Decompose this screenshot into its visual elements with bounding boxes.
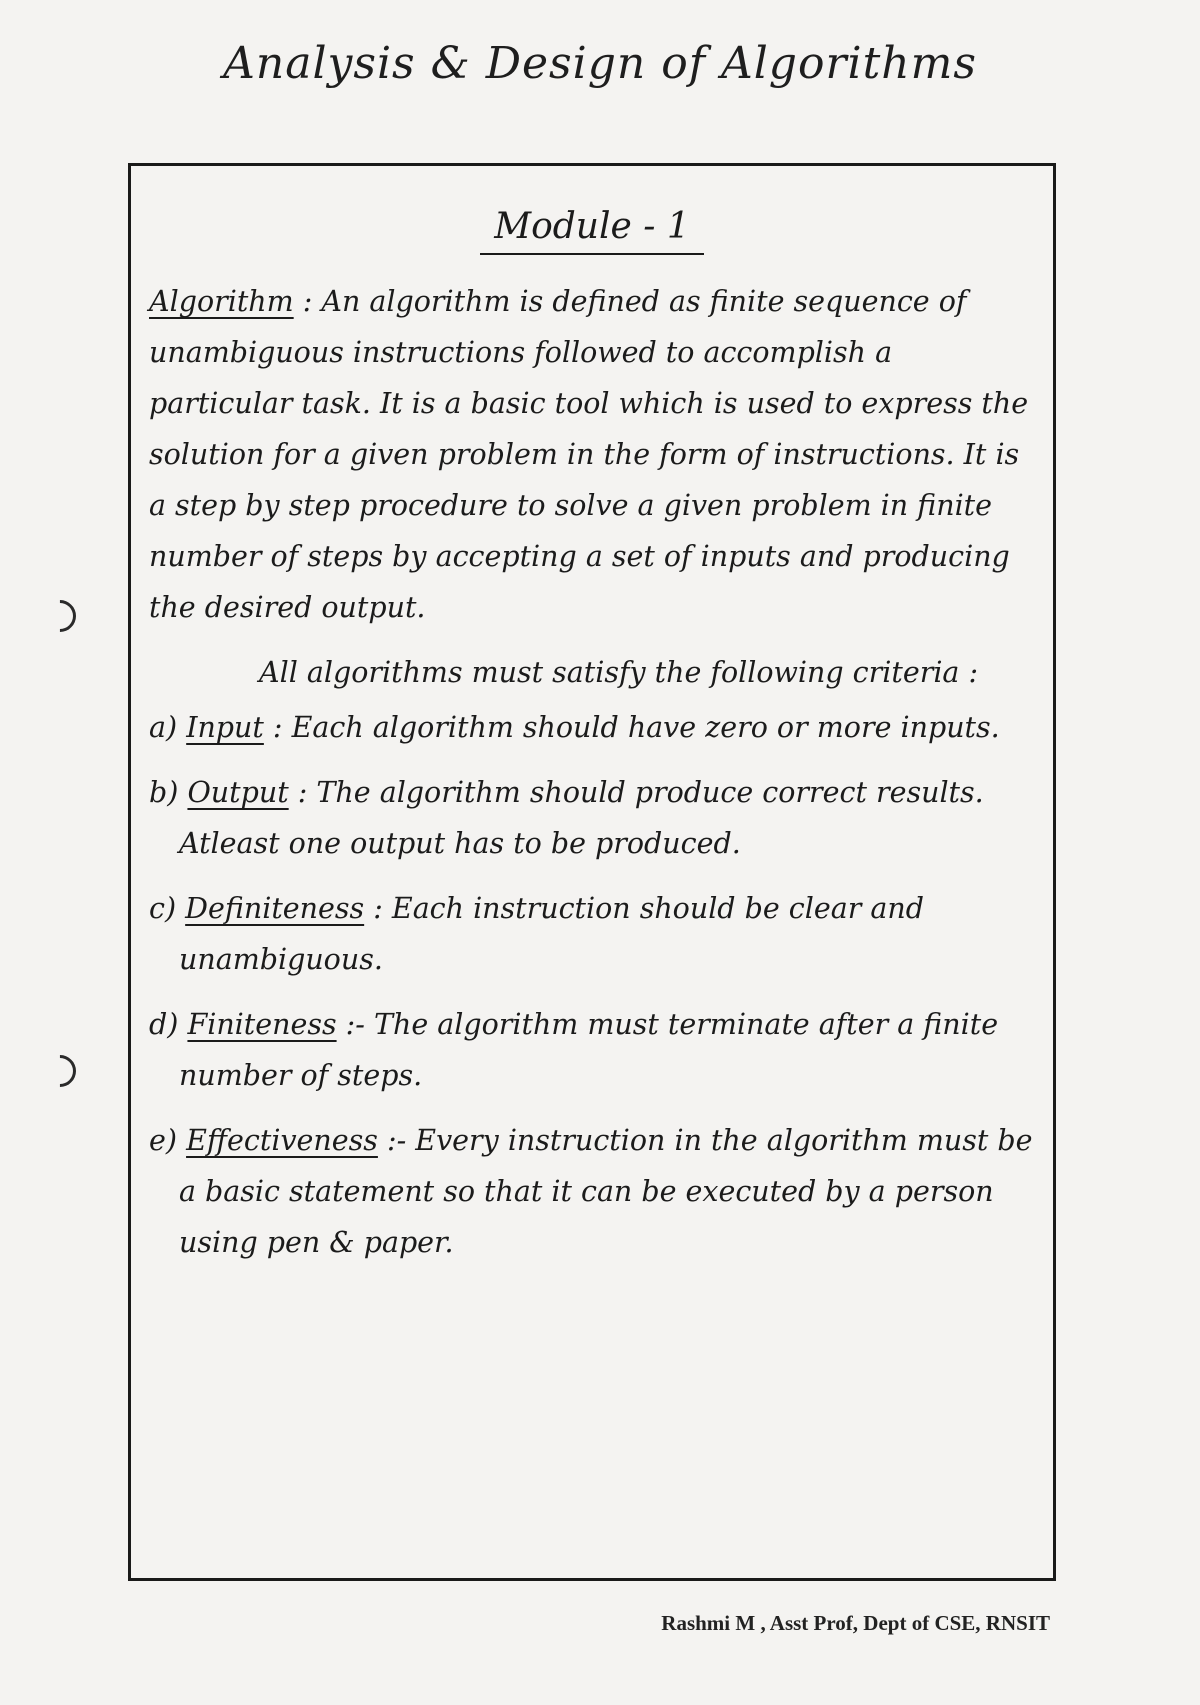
- page-title: Analysis & Design of Algorithms: [223, 38, 977, 89]
- definition-separator: :: [293, 285, 322, 318]
- notes-frame: [128, 163, 1056, 1581]
- criterion-separator: :: [263, 711, 292, 744]
- criterion-effectiveness: [149, 1115, 1039, 1268]
- criterion-label: d): [149, 1008, 179, 1041]
- algorithm-definition: [149, 276, 1039, 633]
- criterion-separator: :: [364, 892, 392, 925]
- criterion-label: a): [149, 711, 178, 744]
- criterion-output: [149, 767, 1039, 869]
- definition-term: Algorithm: [149, 285, 294, 318]
- module-heading: [131, 206, 1053, 255]
- criteria-intro: All algorithms must satisfy the following criteria :: [259, 656, 979, 689]
- criterion-term: Definiteness: [185, 892, 365, 925]
- binder-hole-top: [37, 593, 82, 638]
- criterion-term: Finiteness: [187, 1008, 337, 1041]
- criterion-label: c): [149, 892, 177, 925]
- criterion-finiteness: [149, 999, 1039, 1101]
- criterion-term: Input: [186, 711, 264, 744]
- definition-text: An algorithm is defined as finite sequence of unambiguous instructions followed to accomplish a particular task. It is a basic tool which is used to express the solution for a given problem in the form of instructions. It is a step by step procedure to solve a given problem in finite number of steps by accepting a set of inputs and producing the desired output.: [149, 285, 1029, 624]
- criterion-text: The algorithm must terminate after a finite number of steps.: [179, 1008, 999, 1092]
- criterion-definiteness: [149, 883, 1039, 985]
- criterion-label: e): [149, 1124, 177, 1157]
- module-heading-text: Module - 1: [480, 206, 704, 255]
- criterion-text: Each instruction should be clear and unambiguous.: [179, 892, 924, 976]
- criterion-text: Every instruction in the algorithm must be a basic statement so that it can be executed by a person using pen & paper.: [179, 1124, 1033, 1259]
- criterion-text: Each algorithm should have zero or more inputs.: [291, 711, 1000, 744]
- criterion-term: Effectiveness: [186, 1124, 378, 1157]
- criterion-label: b): [149, 776, 179, 809]
- criterion-separator: :-: [377, 1124, 416, 1157]
- binder-hole-bottom: [37, 1048, 82, 1093]
- notes-body: [149, 276, 1039, 1282]
- criterion-separator: :: [288, 776, 317, 809]
- criterion-input: [149, 702, 1039, 753]
- criterion-text: The algorithm should produce correct results. Atleast one output has to be produced.: [179, 776, 984, 860]
- criterion-term: Output: [187, 776, 289, 809]
- footer-credit: Rashmi M , Asst Prof, Dept of CSE, RNSIT: [661, 1611, 1050, 1635]
- criterion-separator: :-: [336, 1008, 374, 1041]
